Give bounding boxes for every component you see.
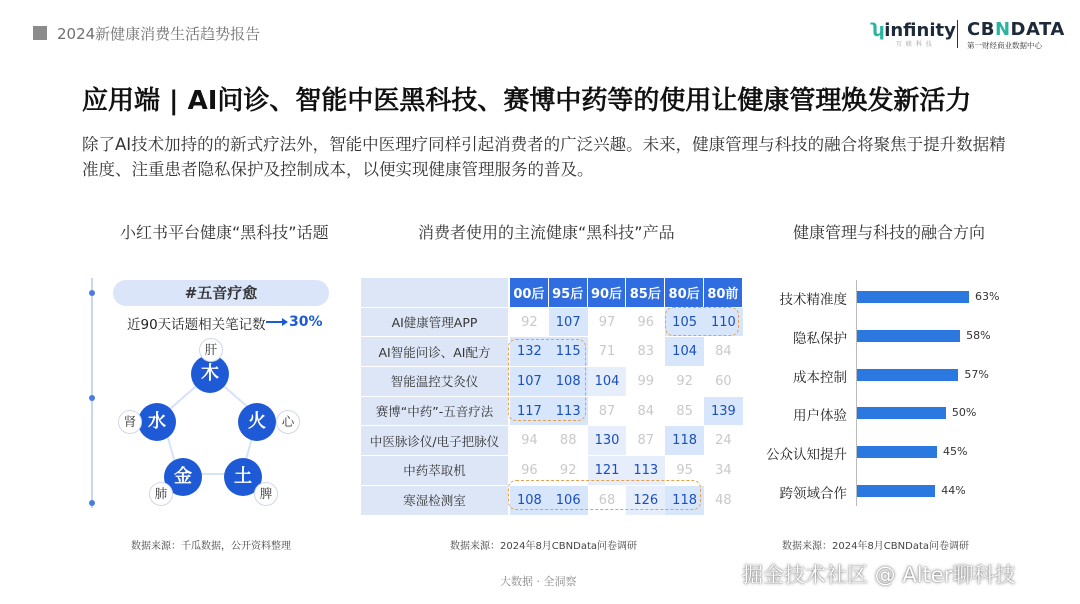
table-cell: 104 xyxy=(665,337,704,367)
timeline-dot xyxy=(89,500,95,506)
timeline-dot xyxy=(89,290,95,296)
table-cell: 95 xyxy=(665,456,704,486)
organ-spleen: 脾 xyxy=(254,482,278,506)
element-water: 水 xyxy=(138,403,176,441)
right-section-title: 健康管理与科技的融合方向 xyxy=(793,223,986,242)
table-cell: 85 xyxy=(665,397,704,427)
cbndata-logo: CBNDATA xyxy=(967,19,1065,40)
row-label: 赛博“中药”-五音疗法 xyxy=(361,397,510,427)
table-cell: 60 xyxy=(704,367,743,397)
table-cell: 83 xyxy=(626,337,665,367)
page-title: 应用端 | AI问诊、智能中医黑科技、赛博中药等的使用让健康管理焕发新活力 xyxy=(82,86,972,116)
bar-value-label: 57% xyxy=(964,367,989,381)
table-cell: 92 xyxy=(665,367,704,397)
left-source: 数据来源：千瓜数据，公开资料整理 xyxy=(131,541,291,552)
table-row xyxy=(361,426,743,456)
logo-divider xyxy=(957,20,958,48)
report-title: 2024新健康消费生活趋势报告 xyxy=(57,25,261,43)
bar xyxy=(857,446,937,458)
infinity-logo-sub: 互 联 科 技 xyxy=(896,41,933,48)
row-label: 中医脉诊仪/电子把脉仪 xyxy=(361,426,510,456)
highlight-box xyxy=(508,480,701,510)
table-cell: 68 xyxy=(588,486,627,516)
hashtag-pill: #五音疗愈 xyxy=(113,280,329,306)
arrow-right-icon xyxy=(266,318,288,326)
table-cell: 87 xyxy=(588,397,627,427)
row-label: 寒湿检测室 xyxy=(361,486,510,516)
table-cell: 118 xyxy=(665,486,704,516)
highlight-box xyxy=(508,339,586,421)
table-cell: 106 xyxy=(549,486,588,516)
table-cell: 84 xyxy=(704,337,743,367)
table-cell: 92 xyxy=(510,308,549,338)
element-fire: 火 xyxy=(238,403,276,441)
row-label: AI健康管理APP xyxy=(361,308,510,338)
table-cell: 48 xyxy=(704,486,743,516)
table-corner xyxy=(361,278,510,308)
table-cell: 132 xyxy=(510,337,549,367)
organ-liver: 肝 xyxy=(199,338,223,362)
table-cell: 115 xyxy=(549,337,588,367)
organ-kidney: 肾 xyxy=(118,410,142,434)
middle-section-title: 消费者使用的主流健康“黑科技”产品 xyxy=(418,223,675,242)
bar-value-label: 44% xyxy=(941,484,966,497)
column-header: 80前 xyxy=(704,278,743,308)
table-cell: 96 xyxy=(510,456,549,486)
column-header: 00后 xyxy=(510,278,549,308)
timeline-line xyxy=(91,278,93,508)
table-cell: 139 xyxy=(704,397,743,427)
table-cell: 130 xyxy=(588,426,627,456)
table-cell: 99 xyxy=(626,367,665,397)
table-header-row xyxy=(361,278,743,308)
element-metal: 金 xyxy=(164,458,202,496)
bar-value-label: 45% xyxy=(943,445,968,459)
cbndata-logo-sub: 第一财经商业数据中心 xyxy=(967,41,1042,50)
infinity-logo: ʮinfinity xyxy=(872,20,956,41)
element-wood: 木 xyxy=(191,355,229,393)
column-header: 95后 xyxy=(549,278,588,308)
table-cell: 97 xyxy=(588,308,627,338)
intro-paragraph: 除了AI技术加持的的新式疗法外，智能中医理疗同样引起消费者的广泛兴趣。未来，健康管理与科技的融合将聚焦于提升数据精准度、注重患者隐私保护及控制成本，以便实现健康管理服务的普及。 xyxy=(82,135,1006,179)
table-cell: 105 xyxy=(665,308,704,338)
table-cell: 126 xyxy=(626,486,665,516)
table-cell: 87 xyxy=(626,426,665,456)
table-cell: 24 xyxy=(704,426,743,456)
column-header: 90后 xyxy=(588,278,627,308)
chart-axis xyxy=(856,280,857,506)
bar-category-label: 成本控制 xyxy=(793,369,847,386)
organ-heart: 心 xyxy=(276,410,300,434)
table-cell: 88 xyxy=(549,426,588,456)
highlight-box xyxy=(665,307,739,336)
bar xyxy=(857,407,946,419)
column-header: 80后 xyxy=(665,278,704,308)
table-cell: 96 xyxy=(626,308,665,338)
table-cell: 113 xyxy=(549,397,588,427)
bar-category-label: 公众认知提升 xyxy=(766,447,847,464)
row-label: AI智能问诊、AI配方 xyxy=(361,337,510,367)
row-label: 智能温控艾灸仪 xyxy=(361,367,510,397)
table-cell: 92 xyxy=(549,456,588,486)
bar-category-label: 技术精准度 xyxy=(779,292,847,308)
left-section-title: 小红书平台健康“黑科技”话题 xyxy=(120,223,329,242)
footer-slogan: 大数据 · 全洞察 xyxy=(500,575,577,588)
middle-source: 数据来源：2024年8月CBNData问卷调研 xyxy=(450,541,638,552)
table-cell: 71 xyxy=(588,337,627,367)
table-cell: 108 xyxy=(549,367,588,397)
watermark: 掘金技术社区 @ Alter聊科技 xyxy=(742,563,1016,587)
table-cell: 94 xyxy=(510,426,549,456)
row-label: 中药萃取机 xyxy=(361,456,510,486)
bar-category-label: 跨领域合作 xyxy=(779,486,847,502)
bar xyxy=(857,369,958,381)
growth-value: 30% xyxy=(289,314,323,330)
header-square-icon xyxy=(33,26,47,40)
table-cell: 121 xyxy=(588,456,627,486)
table-cell: 104 xyxy=(588,367,627,397)
element-earth: 土 xyxy=(224,458,262,496)
bar-category-label: 隐私保护 xyxy=(793,330,847,347)
bar-category-label: 用户体验 xyxy=(793,408,847,425)
growth-label: 近90天话题相关笔记数 xyxy=(127,317,266,333)
right-source: 数据来源：2024年8月CBNData问卷调研 xyxy=(782,541,970,552)
table-cell: 107 xyxy=(549,308,588,338)
bar-value-label: 63% xyxy=(975,290,1000,303)
column-header: 85后 xyxy=(626,278,665,308)
bar xyxy=(857,330,960,342)
table-cell: 107 xyxy=(510,367,549,397)
table-cell: 118 xyxy=(665,426,704,456)
table-cell: 108 xyxy=(510,486,549,516)
table-cell: 113 xyxy=(626,456,665,486)
bar-value-label: 58% xyxy=(966,328,991,342)
table-cell: 34 xyxy=(704,456,743,486)
timeline-dot xyxy=(89,395,95,401)
bar xyxy=(857,485,935,497)
table-cell: 117 xyxy=(510,397,549,427)
table-cell: 84 xyxy=(626,397,665,427)
organ-lung: 肺 xyxy=(149,482,173,506)
bar xyxy=(857,291,969,303)
table-cell: 110 xyxy=(704,308,743,338)
bar-value-label: 50% xyxy=(951,406,977,420)
